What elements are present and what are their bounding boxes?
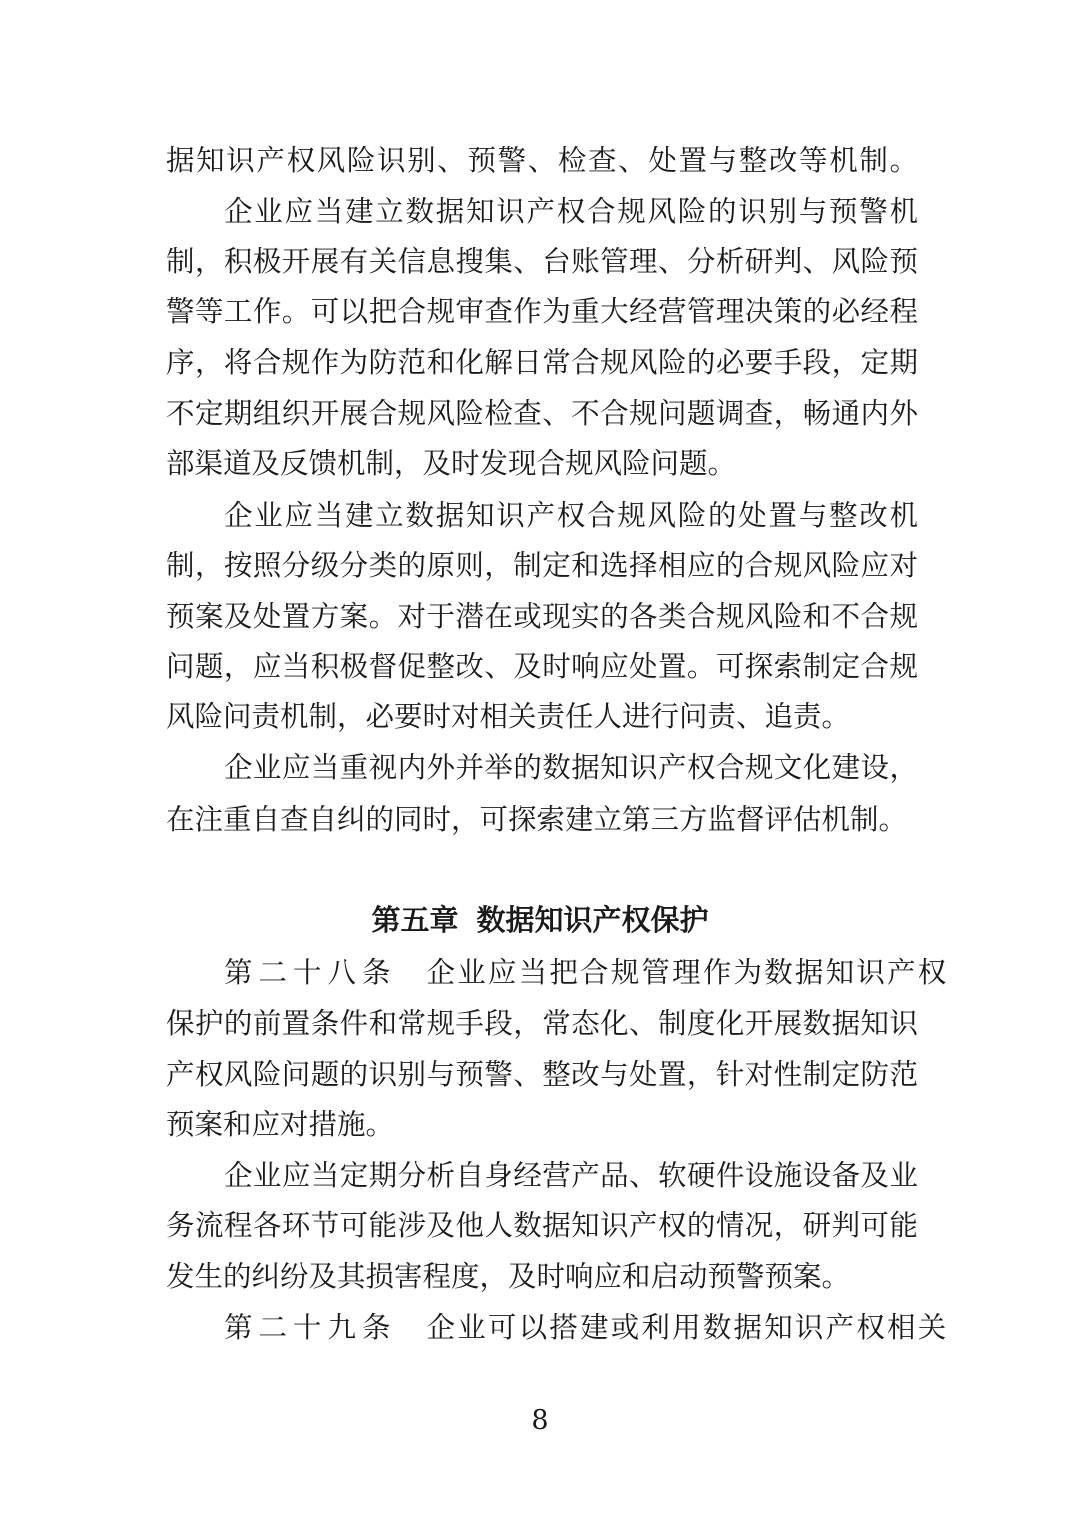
paragraph-line: 部渠道及反馈机制，及时发现合规风险问题。 bbox=[166, 447, 737, 480]
paragraph-line: 务流程各环节可能涉及他人数据知识产权的情况，研判可能 bbox=[166, 1209, 918, 1242]
paragraph-line: 不定期组织开展合规风险检查、不合规问题调查，畅通内外 bbox=[166, 397, 918, 430]
paragraph-line: 问题，应当积极督促整改、及时响应处置。可探索制定合规 bbox=[166, 650, 918, 683]
paragraph-line: 据知识产权风险识别、预警、检查、处置与整改等机制。 bbox=[166, 144, 918, 177]
paragraph-line: 企业应当定期分析自身经营产品、软硬件设施设备及业 bbox=[224, 1159, 918, 1192]
page-number: 8 bbox=[531, 1405, 549, 1436]
chapter-number: 第五章 bbox=[371, 903, 459, 937]
paragraph-line: 企业应当建立数据知识产权合规风险的识别与预警机 bbox=[224, 195, 918, 228]
paragraph-line: 制，积极开展有关信息搜集、台账管理、分析研判、风险预 bbox=[166, 245, 918, 278]
article-28-first-line bbox=[224, 953, 949, 993]
article-29-first-line bbox=[224, 1308, 949, 1348]
paragraph-line: 序，将合规作为防范和化解日常合规风险的必要手段，定期 bbox=[166, 346, 918, 379]
paragraph-line: 企业应当建立数据知识产权合规风险的处置与整改机 bbox=[224, 499, 918, 532]
paragraph-line: 产权风险问题的识别与预警、整改与处置，针对性制定防范 bbox=[166, 1058, 918, 1091]
article-29-label: 第二十九条 bbox=[224, 1311, 397, 1344]
paragraph-line: 预案及处置方案。对于潜在或现实的各类合规风险和不合规 bbox=[166, 600, 918, 633]
paragraph-line: 警等工作。可以把合规审查作为重大经营管理决策的必经程 bbox=[166, 295, 918, 328]
paragraph-line: 发生的纠纷及其损害程度，及时响应和启动预警预案。 bbox=[166, 1260, 851, 1293]
paragraph-line: 在注重自查自纠的同时，可探索建立第三方监督评估机制。 bbox=[166, 803, 908, 836]
article-28-text: 企业应当把合规管理作为数据知识产权 bbox=[426, 956, 949, 989]
chapter-title: 数据知识产权保护 bbox=[476, 903, 709, 937]
article-29-text: 企业可以搭建或利用数据知识产权相关 bbox=[426, 1311, 949, 1344]
paragraph-line: 预案和应对措施。 bbox=[166, 1108, 395, 1141]
article-28-label: 第二十八条 bbox=[224, 956, 397, 989]
paragraph-line: 保护的前置条件和常规手段，常态化、制度化开展数据知识 bbox=[166, 1007, 918, 1040]
chapter-heading bbox=[0, 900, 1080, 940]
paragraph-line: 制，按照分级分类的原则，制定和选择相应的合规风险应对 bbox=[166, 549, 918, 582]
paragraph-line: 企业应当重视内外并举的数据知识产权合规文化建设， bbox=[224, 751, 918, 784]
paragraph-line: 风险问责机制，必要时对相关责任人进行问责、追责。 bbox=[166, 700, 851, 733]
